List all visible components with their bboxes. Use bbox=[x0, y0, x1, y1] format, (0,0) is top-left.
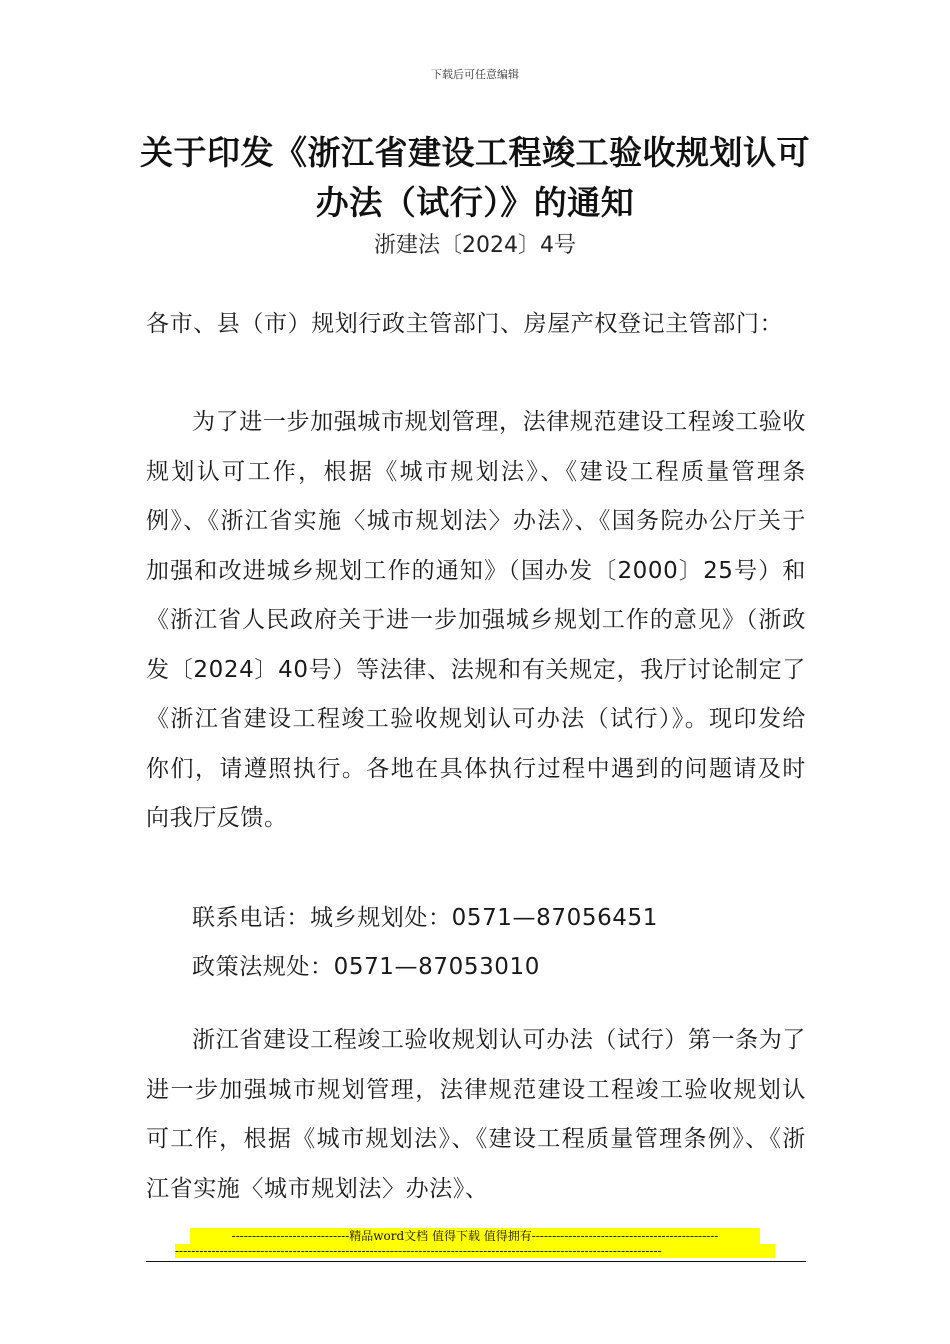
document-number: 浙建法〔2024〕4号 bbox=[374, 233, 576, 258]
body-paragraph-2: 浙江省建设工程竣工验收规划认可办法（试行）第一条为了进一步加强城市规划管理，法律规范建设工程竣工验收规划认可工作，根据《城市规划法》、《建设工程质量管理条例》、《浙江省实施〈城市规划法〉办法》、 bbox=[146, 1027, 806, 1202]
footer-dashes: ------------------------------------------------------------------------------------------------------------------------ bbox=[175, 1244, 775, 1258]
contact-phone-policy: 政策法规处：0571—87053010 bbox=[192, 954, 540, 980]
download-note: 下载后可任意编辑 bbox=[431, 68, 519, 81]
addressee: 各市、县（市）规划行政主管部门、房屋产权登记主管部门： bbox=[146, 311, 784, 337]
contact-phone-planning: 联系电话：城乡规划处：0571—87056451 bbox=[192, 905, 658, 931]
footer-banner: -----------------------------精品word文档 值得下载 值得拥有---------------------------------------------- bbox=[190, 1228, 760, 1244]
document-title: 关于印发《浙江省建设工程竣工验收规划认可办法（试行）》的通知 bbox=[140, 133, 810, 222]
body-paragraph-1: 为了进一步加强城市规划管理，法律规范建设工程竣工验收规划认可工作，根据《城市规划法》、《建设工程质量管理条例》、《浙江省实施〈城市规划法〉办法》、《国务院办公厅关于加强和改进城乡规划工作的通知》（国办发〔2000〕25号）和《浙江省人民政府关于进一步加强城乡规划工作的意见》（浙政发〔2024〕40号）等法律、法规和有关规定，我厅讨论制定了《浙江省建设工程竣工验收规划认可办法（试行）》。现印发给你们，请遵照执行。各地在具体执行过程中遇到的问题请及时向我厅反馈。 bbox=[146, 409, 806, 831]
footer-divider bbox=[146, 1261, 806, 1262]
